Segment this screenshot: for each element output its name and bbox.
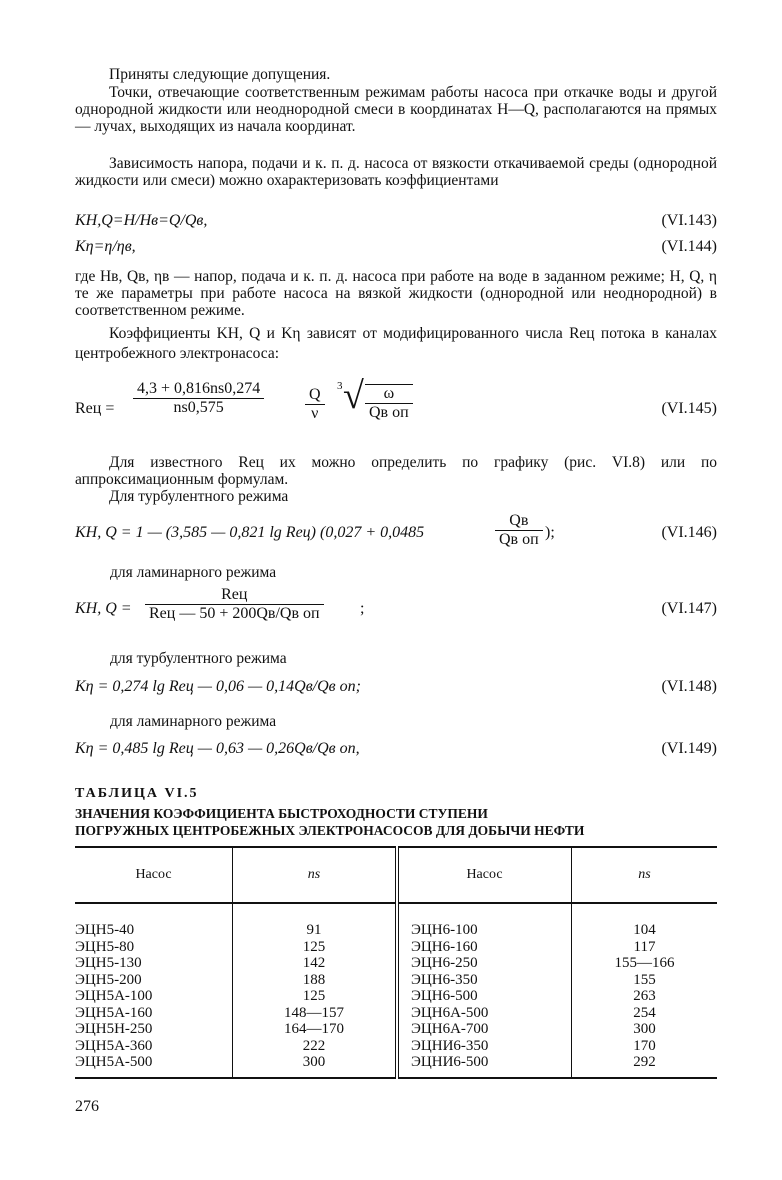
label-laminar: для ламинарного режима [110, 564, 277, 581]
paragraph-where: где Hв, Qв, ηв — напор, подача и к. п. д. насоса при работе на воде в заданном режиме; H, Q, η те же параметры при работе насоса на вязкой жидкости (однородной или неоднородной) в соответственном режиме. [75, 268, 717, 319]
paragraph-coefficients: Коэффициенты KH, Q и Kη зависят от модифицированного числа Reц потока в каналах центробежного электронасоса: [75, 325, 717, 362]
table-title-line2: ПОГРУЖНЫХ ЦЕНТРОБЕЖНЫХ ЭЛЕКТРОНАСОСОВ ДЛЯ ДОБЫЧИ НЕФТИ [75, 823, 585, 838]
table-cell: 222 [302, 1037, 326, 1054]
header-pump-right: Насос [397, 847, 572, 903]
equation-vi-143: KH,Q=H/Hв=Q/Qв, (VI.143) [75, 212, 717, 229]
table-cell: ЭЦН6-500 [411, 988, 478, 1004]
table-cell: 263 [633, 988, 656, 1004]
table-cell: ЭЦНИ6-350 [411, 1037, 489, 1054]
paragraph-dependence: Зависимость напора, подачи и к. п. д. насоса от вязкости откачиваемой среды (однородной жидкости или смеси) можно охарактеризовать коэффициентами [75, 155, 717, 189]
table-cell: 125 [302, 938, 326, 955]
table-cell: ЭЦН5Н-250 [75, 1021, 153, 1037]
table-cell: ЭЦН6-250 [411, 955, 478, 971]
equation-vi-145: Reц = $\frac{4,3 + 0,816ns0,274}{ns0,575}$ $\frac{Q}{\nu}$ 3 √ ω Qв оп (VI.145) [75, 375, 717, 422]
equation-vi-144: Kη=η/ηв, (VI.144) [75, 238, 717, 255]
table-title-line1: ЗНАЧЕНИЯ КОЭФФИЦИЕНТА БЫСТРОХОДНОСТИ СТУПЕНИ [75, 806, 488, 821]
table-number: ТАБЛИЦА VI.5 [75, 786, 199, 801]
table-cell: ЭЦН5А-100 [75, 988, 153, 1004]
right-pump-column [397, 903, 572, 1078]
paragraph-turbulent: Для турбулентного режима [109, 488, 289, 505]
table-cell: 188 [302, 971, 326, 988]
table-cell: 300 [302, 1054, 326, 1070]
equation-vi-149: Kη = 0,485 lg Reц — 0,63 — 0,26Qв/Qв оп, (VI.149) [75, 740, 717, 757]
table-cell: ЭЦНИ6-500 [411, 1054, 489, 1070]
label-laminar-2: для ламинарного режима [110, 713, 277, 730]
equation-vi-146: KH, Q = 1 — (3,585 — 0,821 lg Reц) (0,027 + 0,0485 Qв Qв оп ); (VI.146) [75, 512, 717, 548]
table-cell: 104 [633, 922, 656, 938]
table-cell: ЭЦН6-350 [411, 971, 478, 988]
equation-vi-147: KH, Q = Reц Reц — 50 + 200Qв/Qв оп ; (VI.147) [75, 586, 717, 622]
header-ns-left: ns [233, 847, 398, 903]
table-cell: ЭЦН5-80 [75, 938, 135, 955]
table-cell: 155 [633, 971, 656, 988]
table-cell: 254 [633, 1004, 656, 1021]
pump-table [75, 846, 717, 1079]
table-cell: 170 [633, 1037, 656, 1054]
table-cell: 91 [306, 922, 322, 938]
table-cell: ЭЦН5А-500 [75, 1054, 153, 1070]
label-turbulent: для турбулентного режима [110, 650, 287, 667]
table-cell: 300 [633, 1021, 656, 1037]
table-cell: ЭЦН6А-500 [411, 1004, 489, 1021]
header-ns-right: ns [572, 847, 718, 903]
table-cell: ЭЦН5А-360 [75, 1037, 153, 1054]
page-number: 276 [75, 1098, 99, 1115]
right-ns-column [572, 903, 718, 1078]
paragraph-known-re: Для известного Reц их можно определить по графику (рис. VI.8) или по аппроксимационным формулам. [75, 454, 717, 488]
table-cell: ЭЦН5-130 [75, 955, 142, 971]
table-cell: ЭЦН5А-160 [75, 1004, 153, 1021]
table-cell: ЭЦН6-100 [411, 922, 478, 938]
paragraph-assumptions: Приняты следующие допущения. [109, 66, 331, 83]
table-cell: ЭЦН5-40 [75, 922, 135, 938]
table-cell: ЭЦН6-160 [411, 938, 478, 955]
table-cell: 117 [633, 938, 656, 955]
left-ns-column [233, 903, 398, 1078]
table-cell: 125 [302, 988, 326, 1004]
left-pump-column [75, 903, 233, 1078]
table-cell: 142 [302, 955, 326, 971]
table-cell: ЭЦН5-200 [75, 971, 142, 988]
table-cell: 292 [633, 1054, 656, 1070]
header-pump-left: Насос [75, 847, 233, 903]
table-cell: 148—157 [284, 1004, 344, 1021]
table-cell: 164—170 [284, 1021, 344, 1037]
equation-vi-148: Kη = 0,274 lg Reц — 0,06 — 0,14Qв/Qв оп; (VI.148) [75, 678, 717, 695]
table-cell: 155—166 [614, 955, 675, 971]
table-cell: ЭЦН6А-700 [411, 1021, 489, 1037]
paragraph-points: Точки, отвечающие соответственным режимам работы насоса при откачке воды и другой однородной жидкости или неоднородной смеси в координатах H—Q, располагаются на прямых — лучах, выходящих из начала координат. [75, 84, 717, 135]
